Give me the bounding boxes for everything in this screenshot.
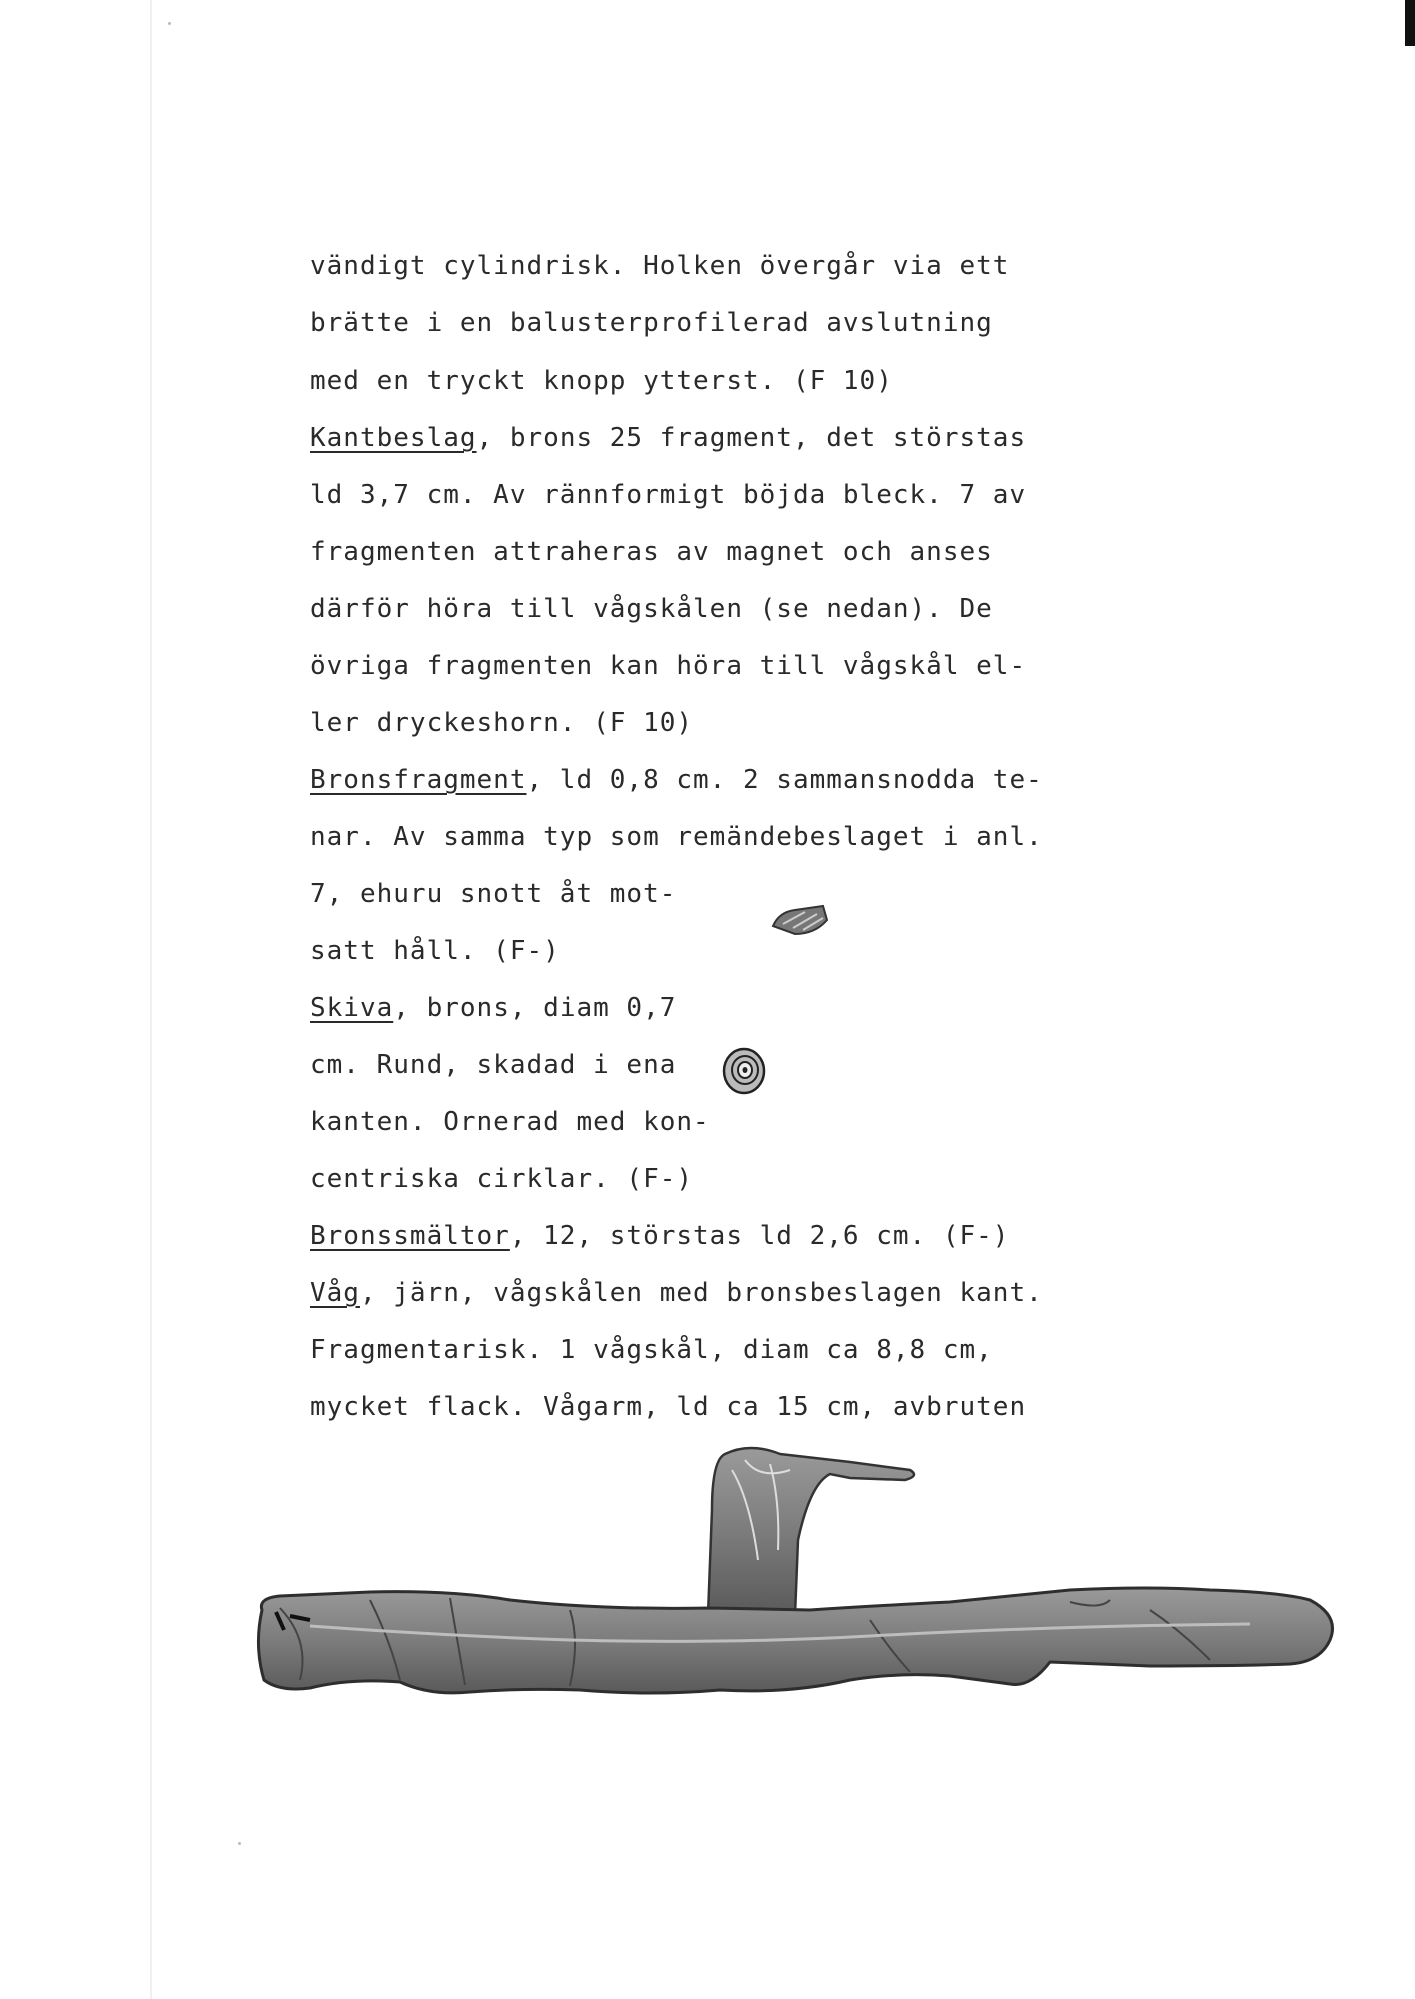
entry-kantbeslag: Kantbeslag, brons 25 fragment, det störstas [310, 423, 1027, 453]
text-line-17: centriska cirklar. (F-) [310, 1164, 694, 1194]
disc-drawing [718, 1044, 770, 1098]
text-line-12: 7, ehuru snott åt mot- [310, 879, 677, 909]
entry-heading: Kantbeslag [310, 423, 477, 453]
entry-heading: Bronsfragment [310, 765, 527, 795]
text-line-13: satt håll. (F-) [310, 936, 560, 966]
text-line-9: ler dryckeshorn. (F 10) [310, 708, 694, 738]
scan-edge-mark [1405, 0, 1415, 46]
entry-bronsfragment: Bronsfragment, ld 0,8 cm. 2 sammansnodda te- [310, 765, 1043, 795]
entry-heading: Våg [310, 1278, 360, 1308]
text-line-5: ld 3,7 cm. Av rännformigt böjda bleck. 7 av [310, 480, 1027, 510]
text-line-16: kanten. Ornerad med kon- [310, 1107, 710, 1137]
text-line-15: cm. Rund, skadad i ena [310, 1050, 677, 1080]
speck [238, 1842, 241, 1845]
text-line-2: brätte i en balusterprofilerad avslutning [310, 308, 993, 338]
balance-arm-drawing [250, 1440, 1350, 1740]
entry-heading: Bronssmältor [310, 1221, 510, 1251]
text-line-11: nar. Av samma typ som remändebeslaget i anl. [310, 822, 1043, 852]
text-line-20: Fragmentarisk. 1 vågskål, diam ca 8,8 cm, [310, 1335, 993, 1365]
entry-skiva: Skiva, brons, diam 0,7 [310, 993, 677, 1023]
bronze-fragment-drawing [765, 900, 835, 940]
entry-bronssmaltor: Bronssmältor, 12, störstas ld 2,6 cm. (F-) [310, 1221, 1010, 1251]
text-line-3: med en tryckt knopp ytterst. (F 10) [310, 366, 893, 396]
text-line-1: vändigt cylindrisk. Holken övergår via ett [310, 251, 1010, 281]
entry-heading: Skiva [310, 993, 394, 1023]
text-line-6: fragmenten attraheras av magnet och anses [310, 537, 993, 567]
entry-vag: Våg, järn, vågskålen med bronsbeslagen kant. [310, 1278, 1043, 1308]
speck [168, 22, 171, 25]
text-line-7: därför höra till vågskålen (se nedan). De [310, 594, 993, 624]
page-margin-shadow [150, 0, 152, 1999]
text-line-21: mycket flack. Vågarm, ld ca 15 cm, avbruten [310, 1392, 1027, 1422]
text-line-8: övriga fragmenten kan höra till vågskål el- [310, 651, 1027, 681]
